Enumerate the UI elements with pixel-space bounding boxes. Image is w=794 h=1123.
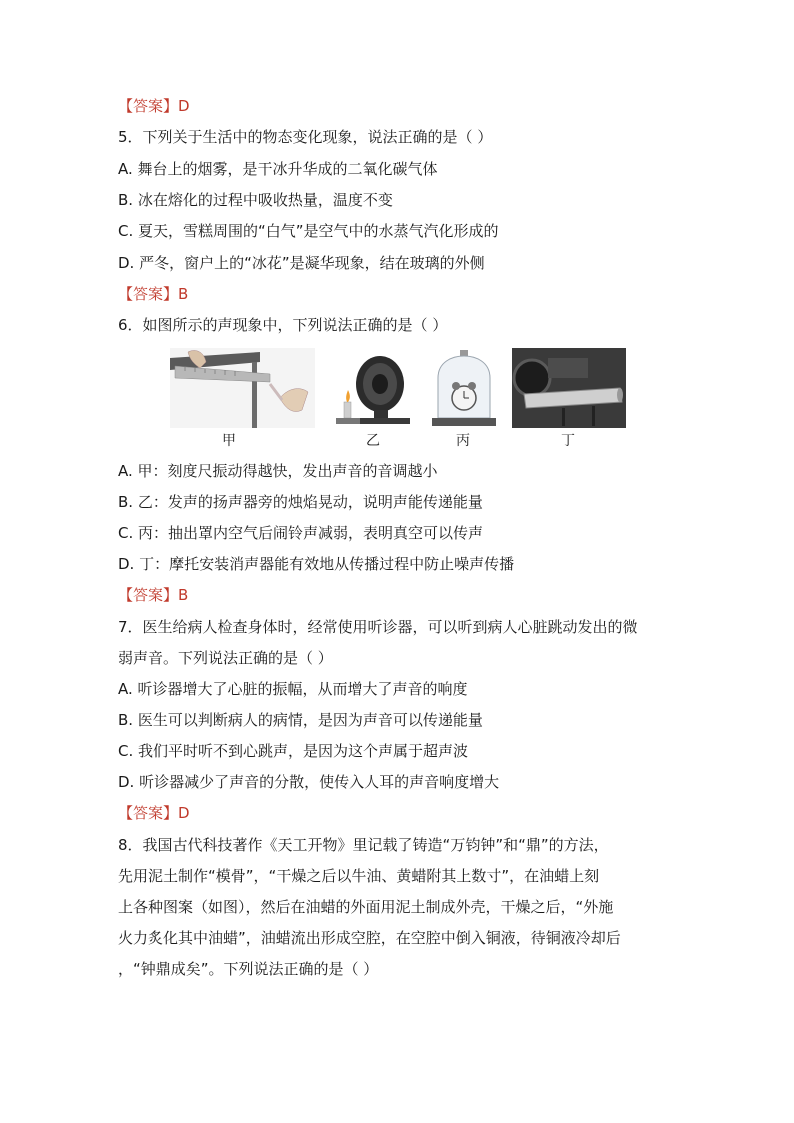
speaker-candle-figure [330,348,415,428]
q8-stem-line-5: ，“钟鼎成矣”。下列说法正确的是（ ） [118,960,379,978]
q7-answer [118,803,190,823]
q7-stem-line-1: 7．医生给病人检查身体时，经常使用听诊器，可以听到病人心脏跳动发出的微 [118,618,638,636]
q5-stem: 5．下列关于生活中的物态变化现象，说法正确的是（ ） [118,128,493,146]
q5-option-b: B. 冰在熔化的过程中吸收热量，温度不变 [118,191,393,209]
bell-jar-clock-figure [428,348,500,428]
q5-option-d: D. 严冬，窗户上的“冰花”是凝华现象，结在玻璃的外侧 [118,254,485,272]
q5-option-c: C. 夏天，雪糕周围的“白气”是空气中的水蒸气汽化形成的 [118,222,499,240]
q6-answer [118,585,188,605]
q8-stem-line-2: 先用泥土制作“模骨”，“干燥之后以牛油、黄蜡附其上数寸”，在油蜡上刻 [118,867,600,885]
answer-value: D [178,804,190,822]
motorcycle-muffler-figure [512,348,626,428]
answer-label: 【答案】 [118,586,179,604]
q8-stem-line-1: 8．我国古代科技著作《天工开物》里记载了铸造“万钧钟”和“鼎”的方法， [118,836,609,854]
q6-option-d: D. 丁：摩托安装消声器能有效地从传播过程中防止噪声传播 [118,555,515,573]
q8-stem-line-3: 上各种图案（如图），然后在油蜡的外面用泥土制成外壳，干燥之后，“外施 [118,898,614,916]
figure-caption-ding: 丁 [561,433,575,449]
figure-caption-jia: 甲 [222,433,236,449]
figure-caption-yi: 乙 [366,433,380,449]
answer-label: 【答案】 [118,804,179,822]
q6-option-a: A. 甲：刻度尺振动得越快，发出声音的音调越小 [118,462,438,480]
answer-value: D [178,97,190,115]
q5-answer [118,284,188,304]
q6-figure-row [170,348,630,432]
q7-option-b: B. 医生可以判断病人的病情，是因为声音可以传递能量 [118,711,483,729]
figure-caption-bing: 丙 [456,433,470,449]
answer-label: 【答案】 [118,285,179,303]
q6-option-b: B. 乙：发声的扬声器旁的烛焰晃动，说明声能传递能量 [118,493,483,511]
q7-option-c: C. 我们平时听不到心跳声，是因为这个声属于超声波 [118,742,469,760]
q4-answer [118,96,190,116]
q6-option-c: C. 丙：抽出罩内空气后闹铃声减弱，表明真空可以传声 [118,524,484,542]
answer-value: B [178,586,189,604]
answer-label: 【答案】 [118,97,179,115]
answer-value: B [178,285,189,303]
q8-stem-line-4: 火力炙化其中油蜡”，油蜡流出形成空腔，在空腔中倒入铜液，待铜液冷却后 [118,929,621,947]
q7-stem-line-2: 弱声音。下列说法正确的是（ ） [118,649,333,667]
q7-option-d: D. 听诊器减少了声音的分散，使传入人耳的声音响度增大 [118,773,500,791]
q7-option-a: A. 听诊器增大了心脏的振幅，从而增大了声音的响度 [118,680,468,698]
q6-stem: 6．如图所示的声现象中，下列说法正确的是（ ） [118,316,448,334]
q5-option-a: A. 舞台上的烟雾，是干冰升华成的二氧化碳气体 [118,160,438,178]
ruler-on-table-figure [170,348,315,428]
